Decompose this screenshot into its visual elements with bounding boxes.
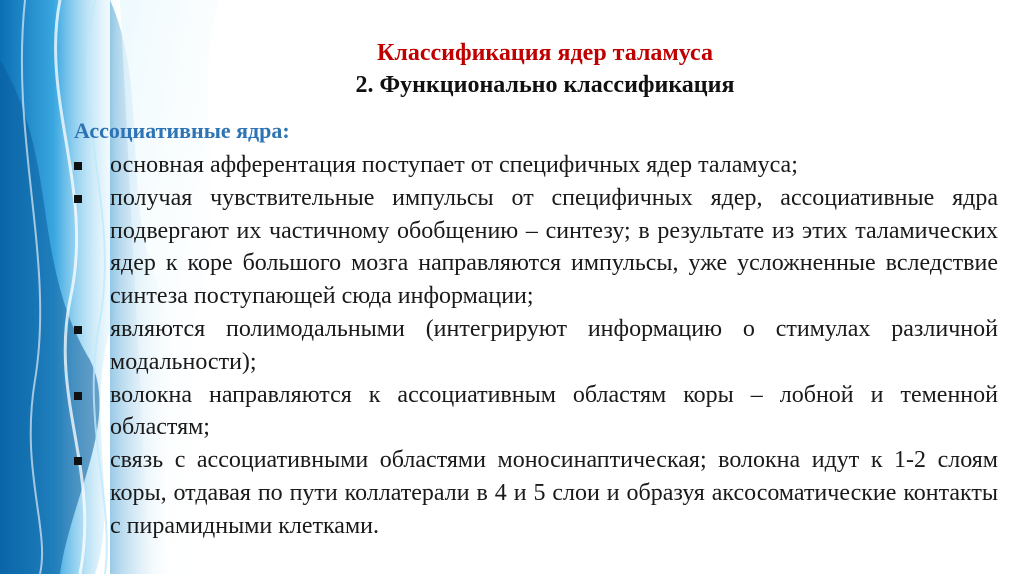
list-item-text: связь с ассоциативными областями моносинаптическая; волокна идут к 1-2 слоям коры, отдавая по пути коллатерали в 4 и 5 слои и образуя аксосоматические контакты с пирамидными клетками. <box>110 447 998 539</box>
list-item <box>74 182 998 313</box>
list-item <box>74 149 998 182</box>
title-block <box>150 38 940 100</box>
list-item-text: волокна направляются к ассоциативным областям коры – лобной и теменной областям; <box>110 381 998 441</box>
square-bullet-icon <box>74 162 82 170</box>
square-bullet-icon <box>74 457 82 465</box>
bullet-list <box>74 149 998 543</box>
square-bullet-icon <box>74 392 82 400</box>
slide-title: Классификация ядер таламуса <box>377 40 713 66</box>
section-heading: Ассоциативные ядра: <box>74 118 290 143</box>
list-item <box>74 313 998 379</box>
list-item <box>74 444 998 542</box>
list-item-text: получая чувствительные импульсы от специфичных ядер, ассоциативные ядра подвергают их частичному обобщению – синтезу; в результате из этих таламических ядер к коре большого мозга направляются импульсы, уже усложненные вследствие синтеза поступающей сюда информации; <box>110 184 998 310</box>
slide-subtitle: 2. Функционально классификация <box>355 72 735 98</box>
list-item-text: основная афферентация поступает от специфичных ядер таламуса; <box>110 152 798 178</box>
list-item <box>74 379 998 445</box>
square-bullet-icon <box>74 195 82 203</box>
content-area <box>74 118 998 543</box>
list-item-text: являются полимодальными (интегрируют информацию о стимулах различной модальности); <box>110 315 998 375</box>
square-bullet-icon <box>74 326 82 334</box>
